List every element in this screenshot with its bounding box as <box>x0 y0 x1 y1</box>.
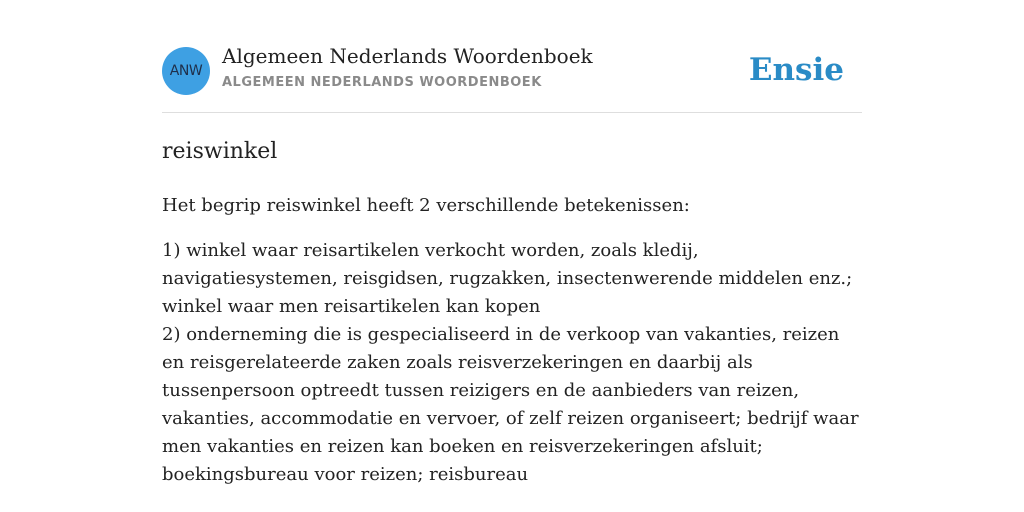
source-title: Algemeen Nederlands Woordenboek <box>222 44 593 68</box>
definition-item: 1) winkel waar reisartikelen verkocht worden, zoals kledij, navigatiesystemen, reisgidsen, rugzakken, insectenwerende middelen enz.; winkel waar men reisartikelen kan kopen <box>162 240 853 317</box>
ensie-brand-link[interactable]: Ensie <box>748 52 844 88</box>
anw-logo: ANW <box>162 47 210 95</box>
source-subtitle: ALGEMEEN NEDERLANDS WOORDENBOEK <box>222 75 542 90</box>
definition-item: 2) onderneming die is gespecialiseerd in de verkoop van vakanties, reizen en reisgerelateerde zaken zoals reisverzekeringen en daarbij als tussenpersoon optreedt tussen reizigers en de aanbieders van reizen, vakanties, accommodatie en vervoer, of zelf reizen organiseert; bedrijf waar men vakanties en reizen kan boeken en reisverzekeringen afsluit; boekingsbureau voor reizen; reisbureau <box>162 324 859 485</box>
entry-word: reiswinkel <box>162 139 278 164</box>
header <box>162 0 862 113</box>
definition-list <box>162 237 862 489</box>
entry-intro: Het begrip reiswinkel heeft 2 verschillende betekenissen: <box>162 195 690 216</box>
